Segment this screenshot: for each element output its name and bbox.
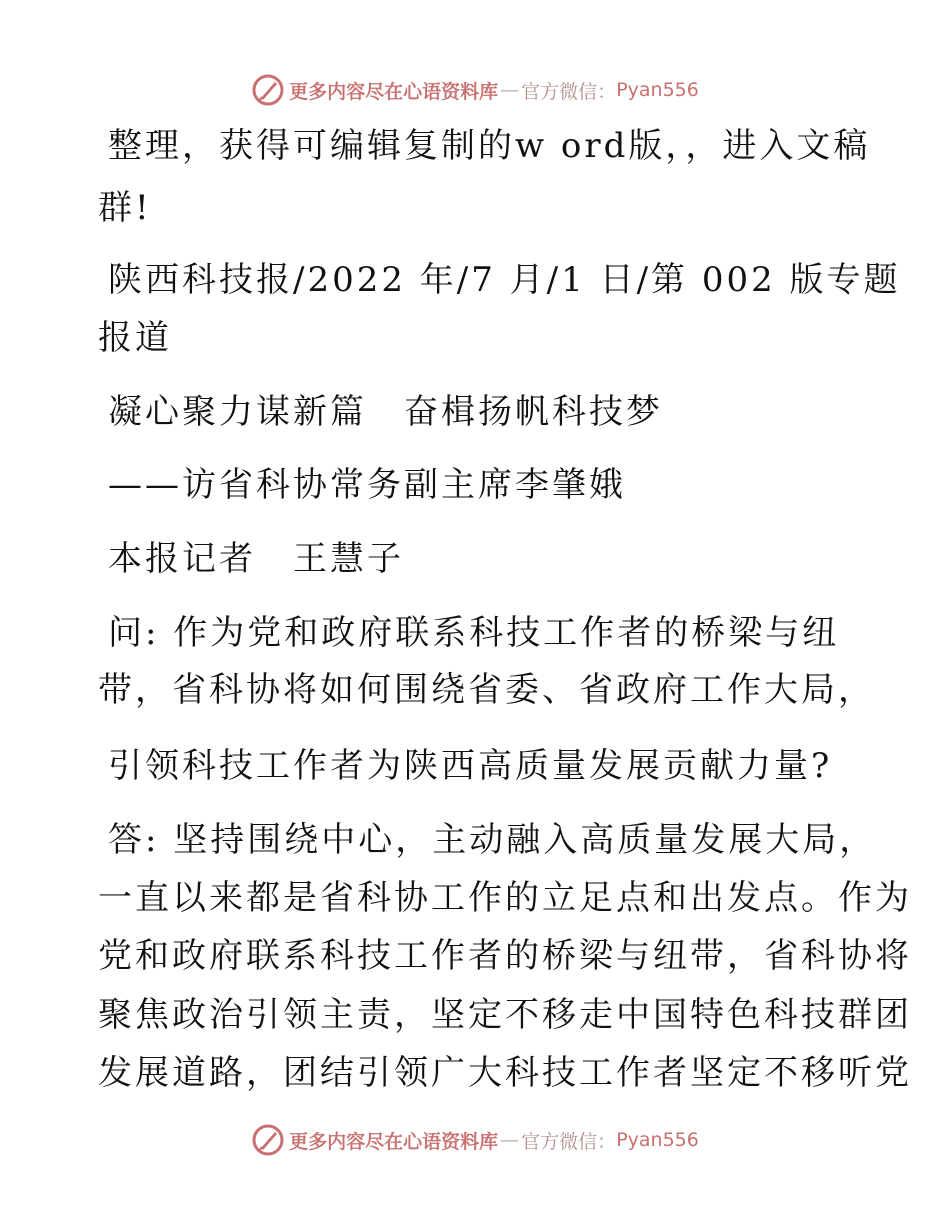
byline: 本报记者 王慧子 — [108, 539, 404, 579]
text-line: 整理，获得可编辑复制的w ord版，，进入文稿 — [108, 126, 871, 166]
text-line: 带，省科协将如何围绕省委、省政府工作大局， — [98, 670, 875, 710]
watermark-id: Pyan556 — [616, 79, 699, 101]
quill-logo-icon — [251, 73, 285, 107]
article-title: 凝心聚力谋新篇 奋楫扬帆科技梦 — [108, 392, 663, 432]
header-watermark — [0, 70, 950, 110]
watermark-text: 更多内容尽在心语资料库 — [289, 80, 499, 103]
text-line: 党和政府联系科技工作者的桥梁与纽带，省科协将 — [98, 936, 912, 976]
watermark-id: Pyan556 — [616, 1129, 699, 1151]
watermark-text: 更多内容尽在心语资料库 — [289, 1130, 499, 1153]
watermark-dash: — — [500, 79, 520, 101]
watermark-label: 官方微信： — [521, 1130, 617, 1153]
quill-logo-icon — [251, 1123, 285, 1157]
text-line: 发展道路，团结引领广大科技工作者坚定不移听党 — [98, 1053, 912, 1093]
text-line: 答: 坚持围绕中心，主动融入高质量发展大局， — [108, 820, 877, 860]
watermark-label: 官方微信： — [521, 80, 617, 103]
text-line: 报道 — [98, 318, 172, 358]
text-line: 问: 作为党和政府联系科技工作者的桥梁与纽 — [108, 613, 840, 653]
text-line: 引领科技工作者为陕西高质量发展贡献力量? — [108, 746, 833, 786]
footer-watermark — [0, 1120, 950, 1160]
watermark-dash: — — [500, 1129, 520, 1151]
article-subtitle: ——访省科协常务副主席李肇娥 — [108, 465, 626, 505]
text-line: 聚焦政治引领主责，坚定不移走中国特色科技群团 — [98, 995, 912, 1035]
text-line: 群! — [98, 188, 152, 228]
text-line: 一直以来都是省科协工作的立足点和出发点。作为 — [98, 878, 912, 918]
text-line: 陕西科技报/2022 年/7 月/1 日/第 002 版专题 — [108, 260, 901, 300]
